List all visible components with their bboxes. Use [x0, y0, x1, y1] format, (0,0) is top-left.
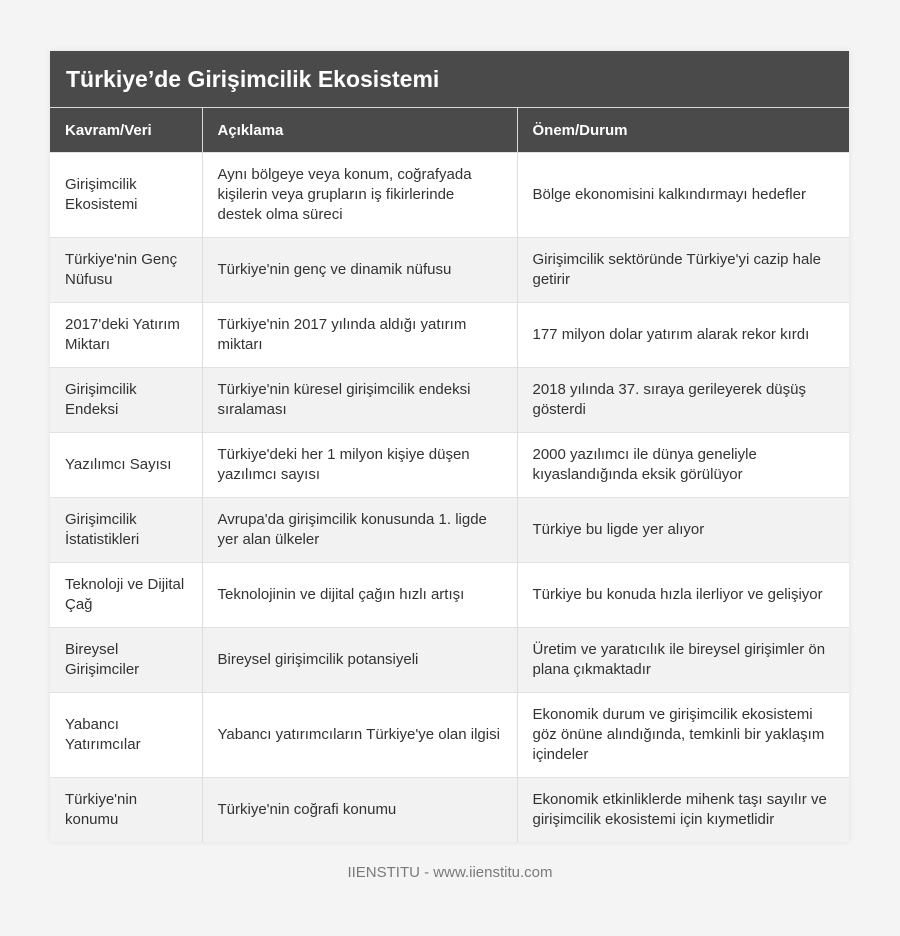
cell-onem: 177 milyon dolar yatırım alarak rekor kırdı	[517, 303, 849, 368]
cell-kavram: Yazılımcı Sayısı	[50, 433, 202, 498]
column-header-aciklama: Açıklama	[202, 108, 517, 153]
cell-aciklama: Teknolojinin ve dijital çağın hızlı artışı	[202, 563, 517, 628]
cell-onem: Üretim ve yaratıcılık ile bireysel girişimler ön plana çıkmaktadır	[517, 628, 849, 693]
table-row	[50, 498, 849, 563]
cell-kavram: Türkiye'nin Genç Nüfusu	[50, 238, 202, 303]
table-row	[50, 368, 849, 433]
cell-aciklama: Avrupa'da girişimcilik konusunda 1. ligde yer alan ülkeler	[202, 498, 517, 563]
cell-kavram: 2017'deki Yatırım Miktarı	[50, 303, 202, 368]
cell-aciklama: Bireysel girişimcilik potansiyeli	[202, 628, 517, 693]
column-header-kavram: Kavram/Veri	[50, 108, 202, 153]
cell-onem: Ekonomik durum ve girişimcilik ekosistemi göz önüne alındığında, temkinli bir yaklaşım içindeler	[517, 693, 849, 778]
cell-onem: 2000 yazılımcı ile dünya geneliyle kıyaslandığında eksik görülüyor	[517, 433, 849, 498]
cell-onem: Bölge ekonomisini kalkındırmayı hedefler	[517, 153, 849, 238]
column-header-onem: Önem/Durum	[517, 108, 849, 153]
footer-credit: IIENSTITU - www.iienstitu.com	[347, 864, 553, 881]
cell-kavram: Teknoloji ve Dijital Çağ	[50, 563, 202, 628]
cell-aciklama: Yabancı yatırımcıların Türkiye'ye olan ilgisi	[202, 693, 517, 778]
cell-onem: Türkiye bu konuda hızla ilerliyor ve gelişiyor	[517, 563, 849, 628]
cell-aciklama: Türkiye'nin coğrafi konumu	[202, 778, 517, 843]
table-row	[50, 303, 849, 368]
table-row	[50, 153, 849, 238]
table-row	[50, 433, 849, 498]
cell-aciklama: Türkiye'nin küresel girişimcilik endeksi sıralaması	[202, 368, 517, 433]
cell-onem: Girişimcilik sektöründe Türkiye'yi cazip hale getirir	[517, 238, 849, 303]
cell-kavram: Girişimcilik Endeksi	[50, 368, 202, 433]
cell-onem: 2018 yılında 37. sıraya gerileyerek düşüş gösterdi	[517, 368, 849, 433]
cell-onem: Türkiye bu ligde yer alıyor	[517, 498, 849, 563]
table-row	[50, 563, 849, 628]
cell-kavram: Girişimcilik İstatistikleri	[50, 498, 202, 563]
cell-aciklama: Türkiye'nin genç ve dinamik nüfusu	[202, 238, 517, 303]
cell-kavram: Bireysel Girişimciler	[50, 628, 202, 693]
cell-onem: Ekonomik etkinliklerde mihenk taşı sayılır ve girişimcilik ekosistemi için kıymetlidir	[517, 778, 849, 843]
cell-aciklama: Aynı bölgeye veya konum, coğrafyada kişilerin veya grupların iş fikirlerinde destek olma süreci	[202, 153, 517, 238]
cell-kavram: Türkiye'nin konumu	[50, 778, 202, 843]
table-title: Türkiye’de Girişimcilik Ekosistemi	[50, 51, 849, 108]
table-row	[50, 778, 849, 843]
table-row	[50, 628, 849, 693]
table-row	[50, 693, 849, 778]
cell-aciklama: Türkiye'nin 2017 yılında aldığı yatırım miktarı	[202, 303, 517, 368]
data-table	[50, 108, 849, 842]
table-card	[50, 51, 849, 842]
cell-kavram: Yabancı Yatırımcılar	[50, 693, 202, 778]
cell-aciklama: Türkiye'deki her 1 milyon kişiye düşen yazılımcı sayısı	[202, 433, 517, 498]
header-row	[50, 108, 849, 153]
table-row	[50, 238, 849, 303]
cell-kavram: Girişimcilik Ekosistemi	[50, 153, 202, 238]
